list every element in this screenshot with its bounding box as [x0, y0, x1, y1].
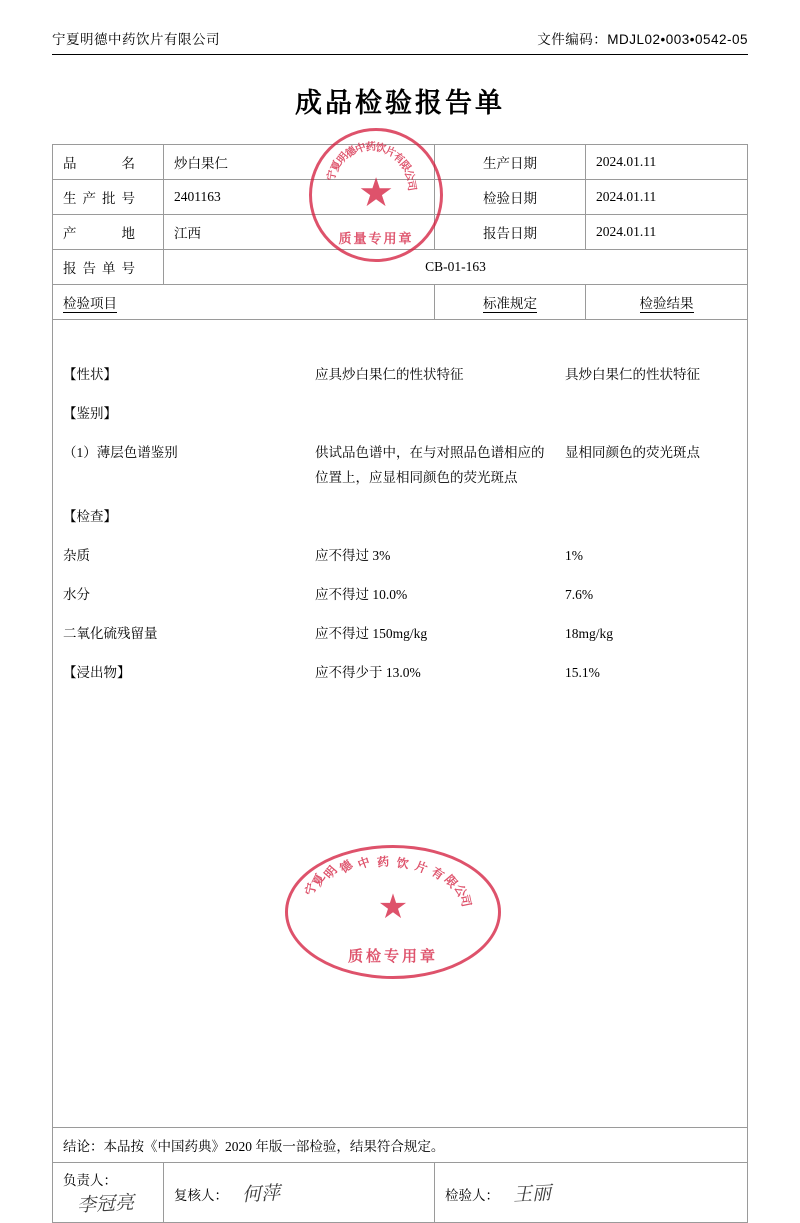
item-standard: 应不得少于 13.0% — [315, 664, 421, 680]
column-header-item: 检验项目 — [53, 285, 435, 320]
product-name-label: 品 名 — [53, 145, 164, 180]
table-row — [53, 576, 747, 615]
star-icon: ★ — [377, 888, 409, 926]
info-row-batch — [53, 180, 748, 215]
reviewer-signature — [164, 1162, 435, 1222]
report-date-value: 2024.01.11 — [586, 215, 748, 250]
item-standard — [305, 498, 555, 537]
document-code: 文件编码：MDJL02•003•0542-05 — [537, 32, 748, 47]
table-row — [53, 356, 747, 395]
test-date-label: 检验日期 — [435, 180, 586, 215]
origin-value: 江西 — [164, 215, 435, 250]
inspector-signature — [435, 1162, 748, 1222]
item-result: 18mg/kg — [565, 625, 614, 641]
items-body-cell — [53, 320, 748, 1128]
report-no-label: 报告单号 — [53, 250, 164, 285]
item-standard: 应不得过 150mg/kg — [315, 625, 428, 641]
info-row-report-no — [53, 250, 748, 285]
origin-label: 产 地 — [53, 215, 164, 250]
item-result: 15.1% — [565, 664, 600, 680]
item-name: 二氧化硫残留量 — [63, 625, 158, 641]
stamp-top-arc-text: 宁 夏 明 德 中 药 饮 片 有 限 公 司 — [326, 141, 417, 192]
items-top-spacer — [53, 320, 747, 356]
item-standard: 供试品色谱中，在与对照品色谱相应的位置上，应显相同颜色的荧光斑点 — [315, 444, 545, 485]
column-header-row — [53, 285, 748, 320]
conclusion-text: 本品按《中国药典》2020 年版一部检验，结果符合规定。 — [103, 1138, 445, 1154]
manager-label: 负责人： — [63, 1172, 117, 1188]
stamp-bottom-label: 质检专用章 — [347, 949, 438, 965]
item-standard — [305, 395, 555, 434]
item-name: （1）薄层色谱鉴别 — [63, 444, 178, 460]
inspector-name: 王丽 — [512, 1182, 552, 1206]
items-table — [53, 320, 747, 1127]
reviewer-name: 何萍 — [241, 1182, 281, 1206]
items-body-row — [53, 320, 748, 1128]
conclusion-cell — [53, 1127, 748, 1162]
production-date-value: 2024.01.11 — [586, 145, 748, 180]
item-name: 水分 — [63, 586, 90, 602]
inspector-label: 检验人： — [445, 1187, 499, 1203]
table-row — [53, 395, 747, 434]
manager-signature — [53, 1162, 164, 1222]
item-result: 显相同颜色的荧光斑点 — [565, 444, 700, 460]
item-name: 【浸出物】 — [63, 664, 131, 680]
report-no-value: CB-01-163 — [164, 250, 748, 285]
conclusion-row — [53, 1127, 748, 1162]
items-body — [53, 320, 747, 1127]
table-row — [53, 615, 747, 654]
production-date-label: 生产日期 — [435, 145, 586, 180]
info-row-origin — [53, 215, 748, 250]
item-standard: 应不得过 10.0% — [315, 586, 408, 602]
item-name: 【鉴别】 — [63, 405, 117, 421]
page-header — [52, 28, 748, 54]
column-header-standard: 标准规定 — [435, 285, 586, 320]
signature-row — [53, 1162, 748, 1222]
info-row-name — [53, 145, 748, 180]
stamp-bottom-arc-text: 宁 夏 明 德 中 药 饮 片 有 限 公 司 — [302, 854, 474, 909]
items-fill-spacer — [53, 693, 747, 1127]
batch-value: 2401163 — [164, 180, 435, 215]
item-result: 具炒白果仁的性状特征 — [565, 367, 700, 382]
report-date-label: 报告日期 — [435, 215, 586, 250]
item-result — [555, 395, 747, 434]
item-standard: 应不得过 3% — [315, 547, 391, 563]
batch-label: 生产批号 — [53, 180, 164, 215]
table-row — [53, 434, 747, 498]
manager-name: 李冠亮 — [76, 1192, 135, 1217]
star-icon: ★ — [358, 170, 394, 215]
test-date-value: 2024.01.11 — [586, 180, 748, 215]
item-result: 7.6% — [565, 586, 594, 602]
reviewer-label: 复核人： — [174, 1187, 228, 1203]
company-name: 宁夏明德中药饮片有限公司 — [52, 32, 220, 47]
header-divider — [52, 54, 748, 55]
item-name: 【性状】 — [63, 367, 117, 382]
item-standard: 应具炒白果仁的性状特征 — [315, 367, 464, 382]
item-name: 【检查】 — [63, 508, 117, 524]
column-header-result: 检验结果 — [586, 285, 748, 320]
table-row — [53, 498, 747, 537]
conclusion-label: 结论： — [63, 1138, 104, 1154]
table-row — [53, 537, 747, 576]
report-table — [52, 144, 748, 1223]
item-name: 杂质 — [63, 547, 90, 563]
item-result — [555, 498, 747, 537]
item-result: 1% — [565, 547, 583, 563]
product-name-value: 炒白果仁 — [164, 145, 435, 180]
table-row — [53, 654, 747, 693]
page-title: 成品检验报告单 — [295, 88, 505, 118]
stamp-top-label: 质量专用章 — [338, 231, 414, 246]
